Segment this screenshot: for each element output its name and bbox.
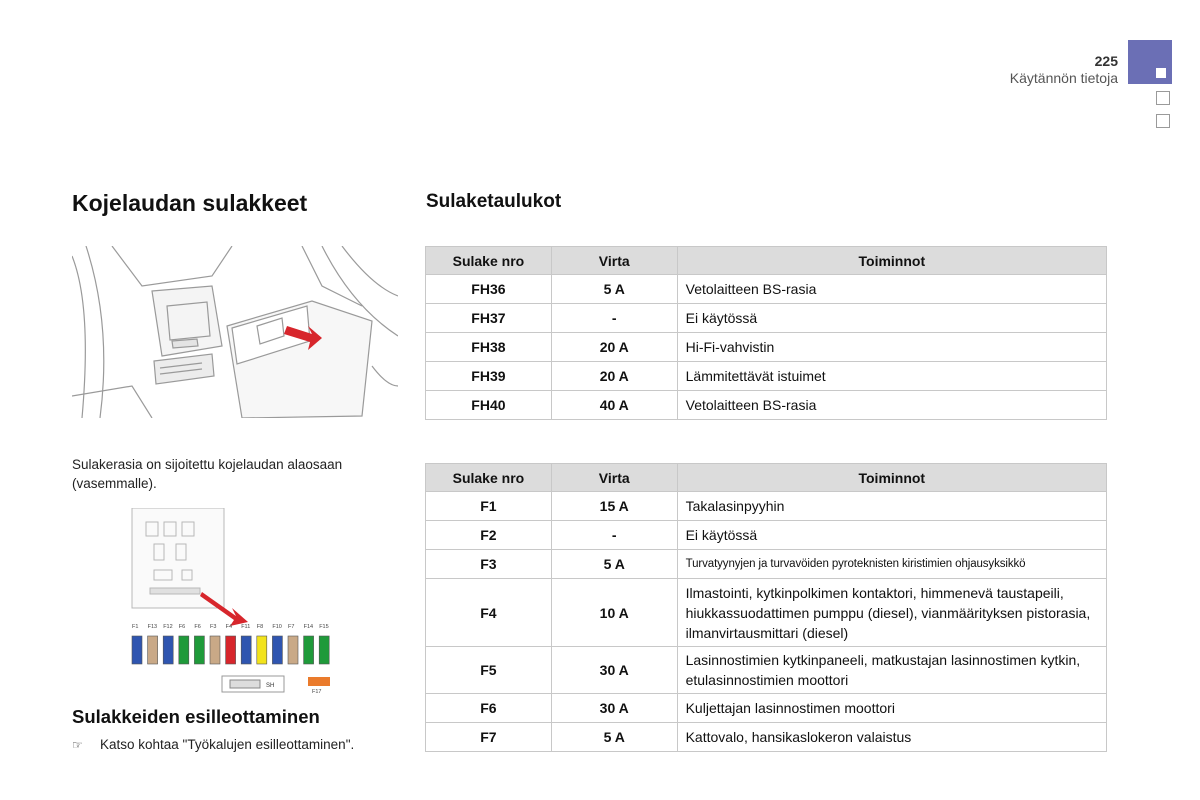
fuse-function-cell: Ei käytössä (677, 521, 1106, 550)
fuse-function-cell: Vetolaitteen BS-rasia (677, 275, 1106, 304)
fuse-number-cell: FH37 (426, 304, 552, 333)
fuse-current-cell: 40 A (551, 391, 677, 420)
table-row (426, 492, 1107, 521)
fuse-function-cell: Ilmastointi, kytkinpolkimen kontaktori, himmenevä taustapeili, hiukkassuodattimen pumppu (diesel), vianmäärityksen pistorasia, ilmanvirtausmittari (diesel) (677, 579, 1106, 647)
page-number: 225 (1094, 53, 1118, 69)
fuse-block (257, 636, 267, 664)
reference-text: Katso kohtaa "Työkalujen esilleottaminen". (100, 737, 355, 752)
fuse-function-cell: Turvatyynyjen ja turvavöiden pyroteknisten kiristimien ohjausyksikkö (677, 550, 1106, 579)
fuse-block (132, 636, 142, 664)
table-row (426, 550, 1107, 579)
fuse-number-cell: F5 (426, 647, 552, 694)
table-row (426, 521, 1107, 550)
fusebox-diagram (124, 508, 354, 696)
table-row (426, 694, 1107, 723)
fuse-block (241, 636, 251, 664)
fuse-function-cell: Vetolaitteen BS-rasia (677, 391, 1106, 420)
fuse-function-cell: Lämmitettävät istuimet (677, 362, 1106, 391)
col-header-fuse-no: Sulake nro (426, 247, 552, 275)
chapter-tab-box (1156, 114, 1170, 128)
fuse-label: F1 (132, 624, 139, 630)
fuse-label: F6 (178, 624, 186, 630)
fuse-function-cell: Kuljettajan lasinnostimen moottori (677, 694, 1106, 723)
fuse-function-cell: Hi-Fi-vahvistin (677, 333, 1106, 362)
fuse-number-cell: F4 (426, 579, 552, 647)
pointing-hand-icon: ☞ (72, 738, 83, 752)
col-header-current: Virta (551, 464, 677, 492)
fuse-block (148, 636, 158, 664)
fuse-number-cell: F6 (426, 694, 552, 723)
fuse-current-cell: 30 A (551, 694, 677, 723)
fuse-number-cell: FH40 (426, 391, 552, 420)
fuse-number-cell: FH36 (426, 275, 552, 304)
fuse-number-cell: F1 (426, 492, 552, 521)
fuse-label: F7 (288, 624, 295, 630)
fuse-number-cell: F3 (426, 550, 552, 579)
fuse-number-cell: FH39 (426, 362, 552, 391)
col-header-fuse-no: Sulake nro (426, 464, 552, 492)
section-title: Kojelaudan sulakkeet (72, 190, 308, 216)
fuse-current-cell: - (551, 304, 677, 333)
table-row (426, 304, 1107, 333)
dashboard-illustration (72, 246, 398, 418)
table-row (426, 333, 1107, 362)
subsection-title: Sulakkeiden esilleottaminen (72, 706, 320, 727)
fuse-label: F14 (303, 624, 314, 630)
fuse-label: F4 (225, 624, 233, 630)
table-row (426, 579, 1107, 647)
fuse-current-cell: 5 A (551, 550, 677, 579)
fuse-current-cell: 20 A (551, 362, 677, 391)
fuse-function-cell: Kattovalo, hansikaslokeron valaistus (677, 723, 1106, 752)
table-row (426, 647, 1107, 694)
fuse-block (272, 636, 282, 664)
fuse-number-cell: FH38 (426, 333, 552, 362)
chapter-tab-marker (1128, 40, 1172, 84)
fuse-label: F6 (194, 624, 201, 630)
fuse-label: F11 (241, 624, 251, 630)
fuse-number-cell: F2 (426, 521, 552, 550)
fuse-label: F15 (319, 624, 329, 630)
fuse-function-cell: Ei käytössä (677, 304, 1106, 333)
fuse-current-cell: 30 A (551, 647, 677, 694)
fusebox-location-caption: Sulakerasia on sijoitettu kojelaudan alaosaan (vasemmalle). (72, 457, 343, 491)
fuse-block (163, 636, 173, 664)
table-row (426, 723, 1107, 752)
fuse-label: F13 (147, 624, 158, 630)
fuse-current-cell: - (551, 521, 677, 550)
fuse-current-cell: 5 A (551, 723, 677, 752)
f17-label: F17 (312, 689, 322, 695)
fuse-label: F8 (256, 624, 264, 630)
fuse-current-cell: 10 A (551, 579, 677, 647)
fuse-block (319, 636, 329, 664)
table-row (426, 362, 1107, 391)
fuse-function-cell: Lasinnostimien kytkinpaneeli, matkustajan lasinnostimen kytkin, etulasinnostimien moottori (677, 647, 1106, 694)
reference-note (72, 737, 354, 752)
fuse-number-cell: F7 (426, 723, 552, 752)
fuse-block (304, 636, 314, 664)
col-header-functions: Toiminnot (677, 464, 1106, 492)
fuse-current-cell: 5 A (551, 275, 677, 304)
fuse-table-fh (425, 246, 1107, 420)
table-row (426, 275, 1107, 304)
fuse-current-cell: 15 A (551, 492, 677, 521)
fuse-block (288, 636, 298, 664)
fuse-function-cell: Takalasinpyyhin (677, 492, 1106, 521)
col-header-current: Virta (551, 247, 677, 275)
fuse-label: F3 (210, 624, 217, 630)
fuse-block (226, 636, 236, 664)
col-header-functions: Toiminnot (677, 247, 1106, 275)
fuse-current-cell: 20 A (551, 333, 677, 362)
fuse-label: F10 (272, 624, 282, 630)
table-row (426, 391, 1107, 420)
fuse-block (194, 636, 204, 664)
fuse-block (210, 636, 220, 664)
section-name: Käytännön tietoja (1009, 70, 1118, 86)
chapter-tab-box (1156, 91, 1170, 105)
tables-title: Sulaketaulukot (426, 191, 562, 212)
fuse-block (179, 636, 189, 664)
fuse-table-f (425, 463, 1107, 752)
sh-label: SH (266, 683, 275, 689)
fuse-label: F12 (163, 624, 173, 630)
